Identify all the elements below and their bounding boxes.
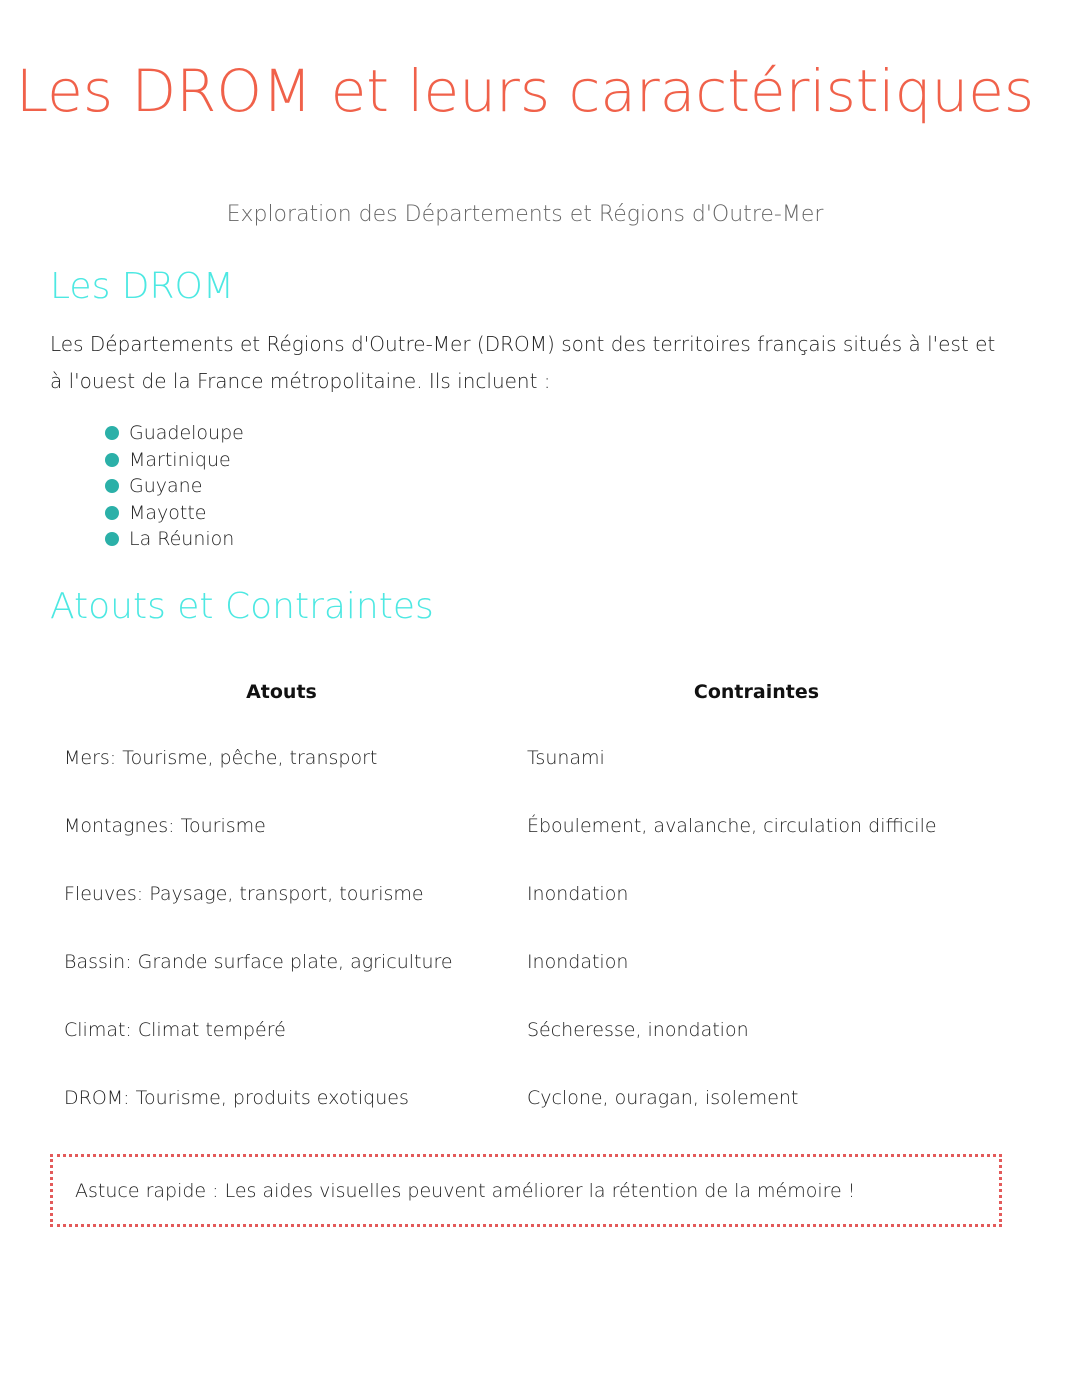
atouts-table	[50, 660, 1000, 1132]
table-cell: DROM: Tourisme, produits exotiques	[64, 1087, 409, 1109]
table-cell: Inondation	[526, 883, 629, 905]
bullet-icon	[105, 453, 119, 467]
table-header	[50, 660, 1000, 724]
section-heading-drom: Les DROM	[50, 266, 234, 307]
list-item-label: Mayotte	[129, 501, 207, 524]
list-item	[105, 500, 244, 527]
table-cell: Tsunami	[526, 747, 605, 769]
tip-box	[50, 1154, 1002, 1227]
page-subtitle: Exploration des Départements et Régions d'Outre-Mer	[226, 202, 824, 227]
tip-text: Astuce rapide : Les aides visuelles peuvent améliorer la rétention de la mémoire !	[75, 1179, 856, 1202]
table-cell: Éboulement, avalanche, circulation difficile	[526, 815, 937, 837]
bullet-icon	[105, 506, 119, 520]
table-cell: Climat: Climat tempéré	[64, 1019, 286, 1041]
table-cell: Inondation	[526, 951, 629, 973]
list-item	[105, 526, 244, 553]
table-cell: Mers: Tourisme, pêche, transport	[64, 747, 378, 769]
list-item	[105, 473, 244, 500]
list-item-label: Guadeloupe	[129, 422, 244, 444]
column-header: Atouts	[246, 681, 317, 703]
column-header: Contraintes	[693, 681, 820, 703]
table-row	[50, 1064, 1000, 1132]
page-title: Les DROM et leurs caractéristiques	[15, 57, 1035, 125]
list-item-label: Guyane	[129, 475, 203, 497]
section-heading-atouts: Atouts et Contraintes	[50, 586, 434, 627]
table-cell: Sécheresse, inondation	[526, 1019, 749, 1041]
list-item	[105, 420, 244, 447]
list-item-label: Martinique	[129, 448, 231, 471]
table-row	[50, 724, 1000, 792]
table-cell: Cyclone, ouragan, isolement	[526, 1087, 799, 1109]
table-row	[50, 792, 1000, 860]
table-cell: Fleuves: Paysage, transport, tourisme	[64, 883, 424, 905]
table-row	[50, 860, 1000, 928]
table-cell: Montagnes: Tourisme	[64, 815, 266, 837]
list-item-label: La Réunion	[129, 528, 235, 550]
table-cell: Bassin: Grande surface plate, agriculture	[64, 951, 453, 973]
intro-paragraph: Les Départements et Régions d'Outre-Mer (DROM) sont des territoires français situés à l'est et à l'ouest de la France métropolitaine. Ils incluent :	[50, 332, 996, 393]
table-row	[50, 996, 1000, 1064]
list-item	[105, 447, 244, 474]
table-row	[50, 928, 1000, 996]
drom-list	[105, 420, 244, 553]
bullet-icon	[105, 426, 119, 440]
bullet-icon	[105, 479, 119, 493]
bullet-icon	[105, 532, 119, 546]
